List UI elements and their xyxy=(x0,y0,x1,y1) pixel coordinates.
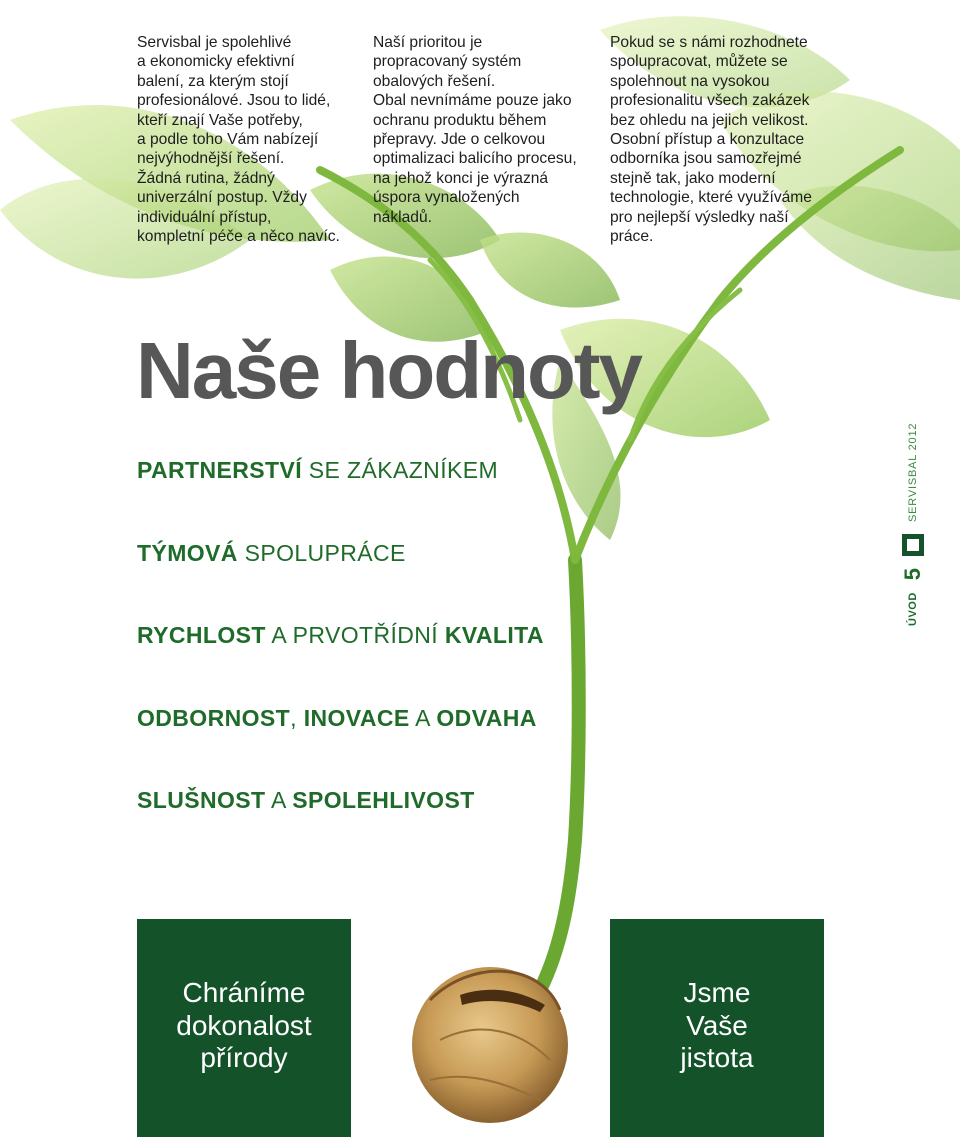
section-label: ÚVOD xyxy=(907,592,919,626)
value-segment: PARTNERSTVÍ xyxy=(137,457,302,483)
intro-text: Pokud se s námi rozhodnete spolupracovat, můžete se spolehnout na vysokou profesionalitu všech zakázek bez ohledu na jejich velikost. Osobní přístup a konzultace odborníka jsou samozřejmé stejně tak, jako moderní technologie, které využíváme pro nejlepší výsledky naší práce. xyxy=(610,34,812,246)
value-segment: SE ZÁKAZNÍKEM xyxy=(302,457,499,483)
value-segment: A xyxy=(409,705,437,731)
value-item xyxy=(137,786,475,814)
value-item xyxy=(137,539,406,567)
slogan-box-left xyxy=(137,919,351,1137)
brand-label: SERVISBAL 2012 xyxy=(907,422,919,522)
value-item xyxy=(137,704,537,732)
value-segment: TÝMOVÁ xyxy=(137,540,238,566)
value-segment: , xyxy=(290,705,304,731)
value-segment: ODVAHA xyxy=(436,705,537,731)
intro-text: Servisbal je spolehlivé a ekonomicky efektivní balení, za kterým stojí profesionálové. Jsou to lidé, kteří znají Vaše potřeby, a podle toho Vám nabízejí nejvýhodnější řešení. Žádná rutina, žádný univerzální postup. Vždy individuální přístup, kompletní péče a něco navíc. xyxy=(137,34,340,246)
value-segment: SPOLEHLIVOST xyxy=(292,787,475,813)
intro-column-3 xyxy=(610,33,835,246)
square-icon xyxy=(902,534,924,556)
value-segment: KVALITA xyxy=(444,622,544,648)
page-marker-strip xyxy=(888,418,938,630)
value-segment: A PRVOTŘÍDNÍ xyxy=(265,622,445,648)
intro-text: Naší prioritou je propracovaný systém obalových řešení. Obal nevnímáme pouze jako ochranu produktu během přepravy. Jde o celkovou optimalizaci balicího procesu, na jehož konci je výrazná úspora vynaložených nákladů. xyxy=(373,34,577,226)
page-marker xyxy=(880,418,950,630)
slogan-text: Jsme Vaše jistota xyxy=(680,977,754,1073)
value-item xyxy=(137,621,544,649)
intro-column-2 xyxy=(373,33,598,227)
value-segment: INOVACE xyxy=(303,705,410,731)
value-segment: SPOLUPRÁCE xyxy=(237,540,406,566)
value-segment: A xyxy=(265,787,293,813)
page-number: 5 xyxy=(900,567,925,581)
slogan-box-right xyxy=(610,919,824,1137)
slogan-text: Chráníme dokonalost přírody xyxy=(176,977,312,1073)
leaf-shape xyxy=(480,233,620,308)
value-item xyxy=(137,456,498,484)
intro-column-1 xyxy=(137,33,357,246)
stem-main xyxy=(540,560,579,990)
page-title: Naše hodnoty xyxy=(136,326,641,415)
value-segment: SLUŠNOST xyxy=(137,787,266,813)
value-segment: RYCHLOST xyxy=(137,622,266,648)
value-segment: ODBORNOST xyxy=(137,705,291,731)
walnut xyxy=(412,967,568,1123)
